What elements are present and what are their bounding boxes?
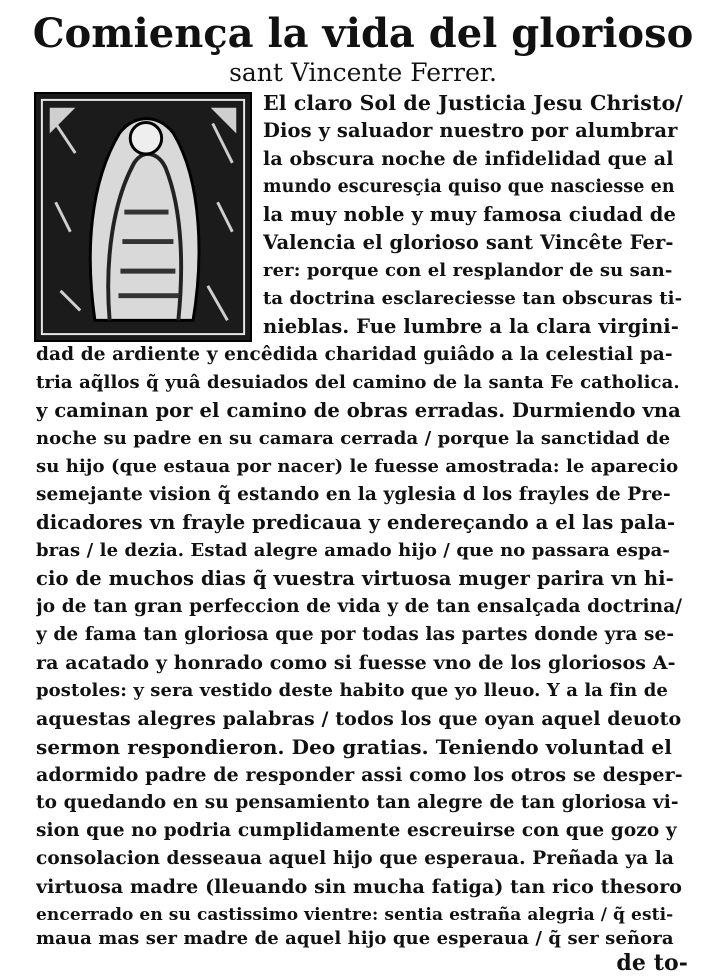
text-line: jo de tan gran perfeccion de vida y de tan ensalçada doctrina/ bbox=[36, 596, 683, 617]
text-line: postoles: y sera vestido deste habito que yo lleuo. Y a la fin de bbox=[36, 680, 668, 701]
text-line: cio de muchos dias q̃ vuestra virtuosa muger parira vn hi- bbox=[36, 567, 674, 590]
text-line: noche su padre en su camara cerrada / porque la sanctidad de bbox=[36, 428, 671, 449]
text-line: ra acatado y honrado como si fuesse vno de los gloriosos A- bbox=[36, 652, 676, 674]
text-line: Valencia el glorioso sant Vincête Fer- bbox=[263, 231, 674, 254]
woodcut-svg bbox=[36, 94, 250, 340]
text-line: consolacion desseaua aquel hijo que esperaua. Preñada ya la bbox=[36, 848, 674, 869]
text-line: rer: porque con el resplandor de su san- bbox=[263, 260, 673, 281]
text-line: sermon respondieron. Deo gratias. Teniendo voluntad el bbox=[36, 735, 672, 759]
text-line: dicadores vn frayle predicaua y endereçando a el las pala- bbox=[36, 511, 676, 534]
text-line: dad de ardiente y encêdida charidad guiâdo a la celestial pa- bbox=[36, 344, 673, 365]
text-line: y caminan por el camino de obras erradas. Durmiendo vna bbox=[36, 399, 681, 422]
text-line: Dios y saluador nuestro por alumbrar bbox=[263, 119, 678, 142]
text-line: to quedando en su pensamiento tan alegre de tan gloriosa vi- bbox=[36, 792, 679, 813]
saint-woodcut-illustration-icon bbox=[34, 92, 252, 342]
text-line: maua mas ser madre de aquel hijo que esperaua / q̃ ser señora bbox=[36, 928, 674, 949]
text-line: adormido padre de responder assi como los otros se desper- bbox=[36, 764, 683, 786]
page-title: Comiença la vida del glorioso bbox=[32, 10, 694, 57]
catchword: de to- bbox=[616, 950, 688, 976]
text-line: nieblas. Fue lumbre a la clara virgini- bbox=[263, 315, 679, 338]
text-line: virtuosa madre (lleuando sin mucha fatiga) tan rico thesoro bbox=[36, 876, 683, 898]
text-line: su hijo (que estaua por nacer) le fuesse amostrada: le aparecio bbox=[36, 456, 679, 477]
text-line: encerrado en su castissimo vientre: sentia estraña alegria / q̃ esti- bbox=[36, 905, 674, 925]
text-line: semejante vision q̃ estando en la yglesia d los frayles de Pre- bbox=[36, 484, 671, 505]
text-line: tria aq̃llos q̃ yuâ desuiados del camino de la santa Fe catholica. bbox=[36, 372, 680, 393]
text-line: mundo escuresçia quiso que nasciesse en bbox=[263, 177, 675, 197]
text-line: sion que no podria cumplidamente escreuirse con que gozo y bbox=[36, 820, 677, 841]
text-line: la muy noble y muy famosa ciudad de bbox=[263, 203, 676, 226]
text-line: y de fama tan gloriosa que por todas las partes donde yra se- bbox=[36, 624, 675, 645]
page-subtitle: sant Vincente Ferrer. bbox=[229, 58, 497, 87]
text-line: bras / le dezia. Estad alegre amado hijo / que no passara espa- bbox=[36, 540, 670, 561]
text-line: El claro Sol de Justicia Jesu Christo/ bbox=[263, 91, 683, 115]
text-line: la obscura noche de infidelidad que al bbox=[263, 148, 674, 170]
text-line: ta doctrina esclareciesse tan obscuras ti- bbox=[263, 288, 683, 309]
text-line: aquestas alegres palabras / todos los que oyan aquel deuoto bbox=[36, 708, 682, 730]
